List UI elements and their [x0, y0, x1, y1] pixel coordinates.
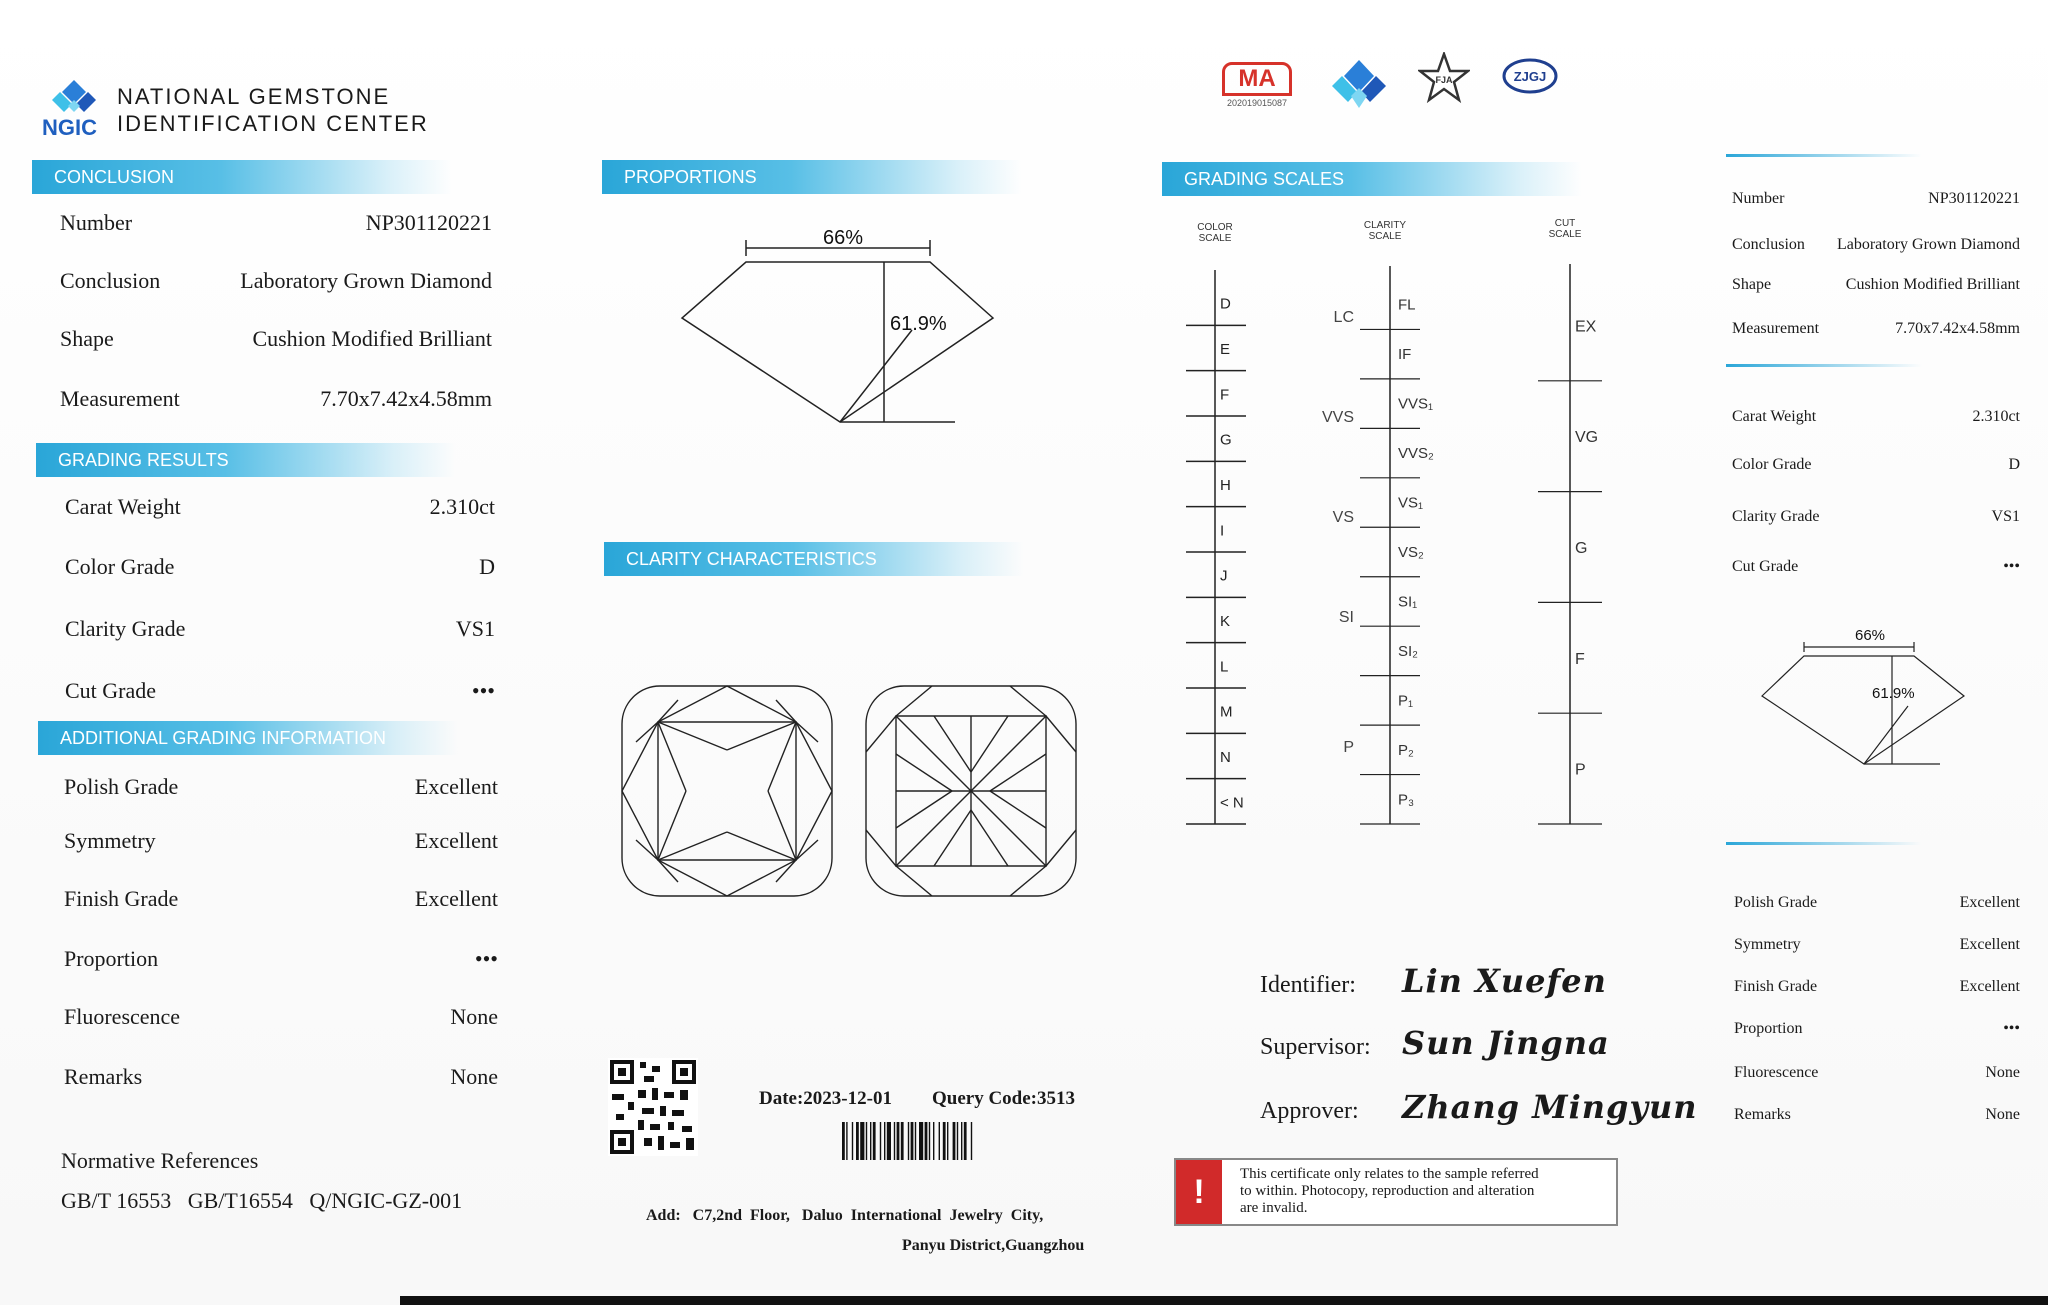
- summary-grading-row-value: 2.310ct: [1972, 408, 2020, 425]
- barcode-bar: [915, 1122, 916, 1160]
- additional-row: [64, 886, 498, 912]
- summary-grading-row-label: Cut Grade: [1732, 558, 1799, 575]
- color-grade-label: H: [1220, 477, 1231, 494]
- clarity-group-label: SI: [1338, 609, 1354, 626]
- barcode-bar: [908, 1122, 909, 1160]
- cma-number: 202019015087: [1226, 98, 1288, 108]
- cut-grade-label: P: [1575, 761, 1586, 779]
- cut-grade-label: EX: [1575, 318, 1597, 336]
- section-conclusion: CONCLUSION: [32, 160, 452, 194]
- grading-row-label: Clarity Grade: [65, 616, 186, 641]
- section-grading-scales: GRADING SCALES: [1162, 162, 1582, 196]
- barcode-bar: [929, 1122, 930, 1160]
- summary-additional-row-label: Symmetry: [1734, 936, 1801, 953]
- color-grade-label: I: [1220, 522, 1225, 540]
- summary-additional-row-label: Polish Grade: [1734, 894, 1818, 911]
- conclusion-row-value: 7.70x7.42x4.58mm: [320, 386, 492, 411]
- clarity-pavilion-diagram: [862, 682, 1080, 900]
- conclusion-row: [60, 386, 492, 412]
- grading-row: [65, 678, 495, 704]
- clarity-group-label: VVS: [1321, 409, 1354, 426]
- summary-depth-percent: 61.9%: [1872, 685, 1915, 702]
- conclusion-row: [60, 326, 492, 352]
- additional-row-label: Symmetry: [64, 828, 156, 853]
- summary-grading-row-value: •••: [2003, 558, 2020, 575]
- barcode-bar: [919, 1122, 923, 1160]
- grading-row-value: •••: [471, 678, 495, 703]
- summary-additional-row-value: Excellent: [1959, 936, 2020, 953]
- clarity-grade-label: IF: [1398, 346, 1412, 364]
- summary-grading-row-value: D: [2008, 456, 2020, 473]
- summary-grading-row: [1732, 508, 2020, 526]
- color-scale-title: COLOR: [1197, 222, 1233, 233]
- clarity-grade-label: P₁: [1398, 692, 1414, 710]
- additional-row: [64, 946, 498, 972]
- color-grade-label: D: [1220, 295, 1231, 313]
- conclusion-row-label: Shape: [60, 326, 114, 351]
- barcode-bar: [957, 1122, 958, 1160]
- summary-row-value: Laboratory Grown Diamond: [1836, 236, 2020, 253]
- address-line2: Panyu District,Guangzhou: [902, 1237, 1085, 1254]
- section-clarity-characteristics: CLARITY CHARACTERISTICS: [604, 542, 1024, 576]
- color-grade-label: N: [1220, 749, 1231, 766]
- barcode-bar: [887, 1122, 891, 1160]
- summary-additional-row-label: Fluorescence: [1734, 1064, 1819, 1081]
- warning-icon: !: [1176, 1160, 1222, 1224]
- summary-row-label: Measurement: [1732, 320, 1820, 337]
- clarity-grade-label: SI₂: [1398, 642, 1418, 660]
- zjgj-logo-icon: [1500, 56, 1560, 100]
- clarity-group-label: LC: [1333, 309, 1354, 326]
- barcode-bar: [884, 1122, 885, 1160]
- grading-row-label: Carat Weight: [65, 494, 181, 519]
- grading-row: [65, 616, 495, 642]
- page-edge: [400, 1296, 2048, 1305]
- clarity-crown-diagram: [618, 682, 836, 900]
- conclusion-row-value: NP301120221: [365, 210, 492, 235]
- summary-additional-row-value: None: [1985, 1106, 2020, 1123]
- signature-name: Zhang Mingyun: [1402, 1088, 1698, 1126]
- summary-additional-row: [1734, 978, 2020, 996]
- summary-additional-row-value: Excellent: [1959, 894, 2020, 911]
- cut-grade-label: G: [1575, 540, 1588, 557]
- clarity-grade-label: P₂: [1398, 741, 1414, 759]
- summary-additional-row: [1734, 1020, 2020, 1038]
- cma-logo-text: MA: [1222, 62, 1292, 96]
- clarity-scale-title: CLARITY: [1363, 220, 1407, 231]
- barcode-bar: [901, 1122, 904, 1160]
- barcode-bar: [939, 1122, 940, 1160]
- barcode-bar: [870, 1122, 871, 1160]
- additional-row: [64, 774, 498, 800]
- conclusion-row: [60, 268, 492, 294]
- grading-row-label: Color Grade: [65, 554, 175, 579]
- signature-name: Lin Xuefen: [1402, 962, 1607, 1000]
- summary-additional-row-label: Finish Grade: [1734, 978, 1818, 995]
- fja-star-icon: [1418, 52, 1470, 104]
- summary-additional-row: [1734, 894, 2020, 912]
- proportion-diagram: [670, 220, 1010, 440]
- summary-grading-row-label: Color Grade: [1732, 456, 1812, 473]
- clarity-grade-label: P₃: [1398, 791, 1415, 809]
- notice-line1: This certificate only relates to the sample referred: [1240, 1166, 1539, 1182]
- color-grade-label: J: [1220, 567, 1228, 585]
- table-percent: 66%: [822, 227, 864, 249]
- barcode-bar: [911, 1122, 914, 1160]
- barcode-bar: [852, 1122, 853, 1160]
- grading-row-label: Cut Grade: [65, 678, 157, 703]
- additional-row-label: Proportion: [64, 946, 159, 971]
- summary-grading-row: [1732, 456, 2020, 474]
- conclusion-row-label: Number: [60, 210, 133, 235]
- summary-rule-mid: [1726, 364, 1922, 367]
- cut-scale-title: CUT: [1554, 218, 1576, 229]
- grading-row-value: VS1: [455, 616, 495, 641]
- signature-label: Approver:: [1260, 1098, 1359, 1124]
- notice-text: [1240, 1166, 1539, 1217]
- address-line1: Add: C7,2nd Floor, Daluo International Jewelry City,: [646, 1207, 1044, 1224]
- summary-additional-row: [1734, 1106, 2020, 1124]
- barcode-bar: [953, 1122, 956, 1160]
- ngic-logo-icon: [50, 78, 98, 118]
- additional-row-value: Excellent: [414, 774, 498, 799]
- additional-row-value: Excellent: [414, 828, 498, 853]
- barcode-bar: [880, 1122, 881, 1160]
- barcode-icon: [842, 1122, 1082, 1162]
- summary-row-value: 7.70x7.42x4.58mm: [1895, 320, 2020, 337]
- barcode-bar: [943, 1122, 946, 1160]
- summary-row-label: Number: [1732, 190, 1785, 207]
- summary-rule-top: [1726, 154, 1922, 157]
- signature-label: Supervisor:: [1260, 1034, 1371, 1060]
- clarity-grade-label: VS₂: [1398, 544, 1424, 561]
- clarity-group-label: P: [1343, 739, 1354, 756]
- clarity-grade-label: SI₁: [1398, 593, 1418, 611]
- color-grade-label: M: [1220, 703, 1233, 721]
- summary-row: [1732, 276, 2020, 294]
- barcode-bar: [964, 1122, 967, 1160]
- org-name-line1: NATIONAL GEMSTONE: [117, 84, 391, 109]
- fja-text: FJA: [1435, 75, 1453, 85]
- conclusion-row-value: Cushion Modified Brilliant: [252, 326, 492, 351]
- additional-row-value: Excellent: [414, 886, 498, 911]
- qr-code-icon: [608, 1058, 698, 1156]
- color-grade-label: G: [1220, 431, 1232, 449]
- summary-grading-row-value: VS1: [1991, 508, 2020, 525]
- color-grade-label: L: [1220, 658, 1229, 676]
- clarity-grade-label: VS₁: [1398, 494, 1424, 512]
- notice-box: [1174, 1158, 1618, 1226]
- zjgj-text: ZJGJ: [1513, 69, 1547, 84]
- clarity-grade-label: VVS₂: [1398, 445, 1434, 463]
- barcode-bar: [933, 1122, 934, 1160]
- barcode-bar: [961, 1122, 962, 1160]
- barcode-bar: [897, 1122, 900, 1160]
- grading-row-value: 2.310ct: [429, 494, 495, 519]
- notice-line3: are invalid.: [1240, 1200, 1308, 1216]
- summary-row-value: Cushion Modified Brilliant: [1845, 276, 2020, 293]
- additional-row-value: None: [450, 1004, 498, 1029]
- section-additional: ADDITIONAL GRADING INFORMATION: [38, 721, 458, 755]
- barcode-bar: [842, 1122, 845, 1160]
- grading-row-value: D: [479, 554, 495, 579]
- org-abbr: NGIC: [42, 115, 97, 140]
- additional-row-label: Finish Grade: [64, 886, 179, 911]
- cma-logo: [1222, 62, 1292, 108]
- summary-additional-row-value: Excellent: [1959, 978, 2020, 995]
- depth-percent: 61.9%: [890, 313, 947, 335]
- summary-row-value: NP301120221: [1928, 190, 2020, 207]
- org-name-line2: IDENTIFICATION CENTER: [117, 111, 429, 136]
- summary-row: [1732, 320, 2020, 338]
- barcode-bar: [971, 1122, 972, 1160]
- summary-additional-row: [1734, 936, 2020, 954]
- barcode-bar: [866, 1122, 867, 1160]
- diamond-logo-icon: [1328, 56, 1390, 112]
- grading-row: [65, 554, 495, 580]
- cut-scale-title: SCALE: [1548, 229, 1582, 240]
- conclusion-row-label: Measurement: [60, 386, 180, 411]
- summary-row-label: Shape: [1732, 276, 1772, 293]
- additional-row-label: Remarks: [64, 1064, 143, 1089]
- signature-name: Sun Jingna: [1402, 1024, 1610, 1062]
- clarity-group-label: VS: [1332, 509, 1354, 526]
- barcode-bar: [925, 1122, 928, 1160]
- summary-grading-row: [1732, 408, 2020, 426]
- summary-additional-row-value: •••: [2003, 1020, 2020, 1037]
- section-proportions: PROPORTIONS: [602, 160, 1022, 194]
- issue-date: Date:2023-12-01: [759, 1088, 892, 1109]
- summary-row: [1732, 236, 2020, 254]
- additional-row: [64, 828, 498, 854]
- barcode-bar: [860, 1122, 864, 1160]
- conclusion-row-label: Conclusion: [60, 268, 161, 293]
- summary-additional-row-label: Remarks: [1734, 1106, 1791, 1123]
- clarity-grade-label: VVS₁: [1398, 395, 1434, 413]
- summary-table-percent: 66%: [1854, 627, 1886, 644]
- grading-row: [65, 494, 495, 520]
- summary-row: [1732, 190, 2020, 208]
- color-grade-label: E: [1220, 341, 1231, 358]
- cut-grade-label: VG: [1575, 429, 1599, 447]
- color-grade-label: K: [1220, 613, 1231, 630]
- color-scale-title: SCALE: [1198, 233, 1232, 244]
- grading-scales-chart: [1170, 210, 1640, 840]
- normative-refs: GB/T 16553 GB/T16554 Q/NGIC-GZ-001: [61, 1188, 463, 1213]
- summary-grading-row-label: Clarity Grade: [1732, 508, 1820, 525]
- additional-row-label: Polish Grade: [64, 774, 179, 799]
- summary-additional-row: [1734, 1064, 2020, 1082]
- barcode-bar: [894, 1122, 895, 1160]
- clarity-grade-label: FL: [1398, 296, 1416, 314]
- additional-row-label: Fluorescence: [64, 1004, 181, 1029]
- normative-title: Normative References: [61, 1148, 259, 1173]
- conclusion-row-value: Laboratory Grown Diamond: [240, 268, 492, 293]
- clarity-scale-title: SCALE: [1368, 231, 1402, 242]
- additional-row: [64, 1064, 498, 1090]
- notice-line2: to within. Photocopy, reproduction and alteration: [1240, 1183, 1535, 1199]
- summary-row-label: Conclusion: [1732, 236, 1805, 253]
- section-grading-results: GRADING RESULTS: [36, 443, 456, 477]
- barcode-bar: [846, 1122, 847, 1160]
- barcode-bar: [947, 1122, 948, 1160]
- additional-row-value: •••: [474, 946, 498, 971]
- color-grade-label: F: [1220, 386, 1230, 404]
- signature-label: Identifier:: [1260, 972, 1356, 998]
- summary-grading-row-label: Carat Weight: [1732, 408, 1817, 425]
- cut-grade-label: F: [1575, 650, 1585, 668]
- summary-additional-row-value: None: [1985, 1064, 2020, 1081]
- additional-row: [64, 1004, 498, 1030]
- summary-rule-bottom: [1726, 842, 1922, 845]
- barcode-bar: [856, 1122, 859, 1160]
- conclusion-row: [60, 210, 492, 236]
- summary-additional-row-label: Proportion: [1734, 1020, 1803, 1037]
- summary-proportion-diagram: [1758, 620, 1968, 780]
- color-grade-label: < N: [1220, 794, 1244, 812]
- summary-grading-row: [1732, 558, 2020, 576]
- barcode-bar: [873, 1122, 876, 1160]
- additional-row-value: None: [450, 1064, 498, 1089]
- query-code: Query Code:3513: [932, 1088, 1076, 1109]
